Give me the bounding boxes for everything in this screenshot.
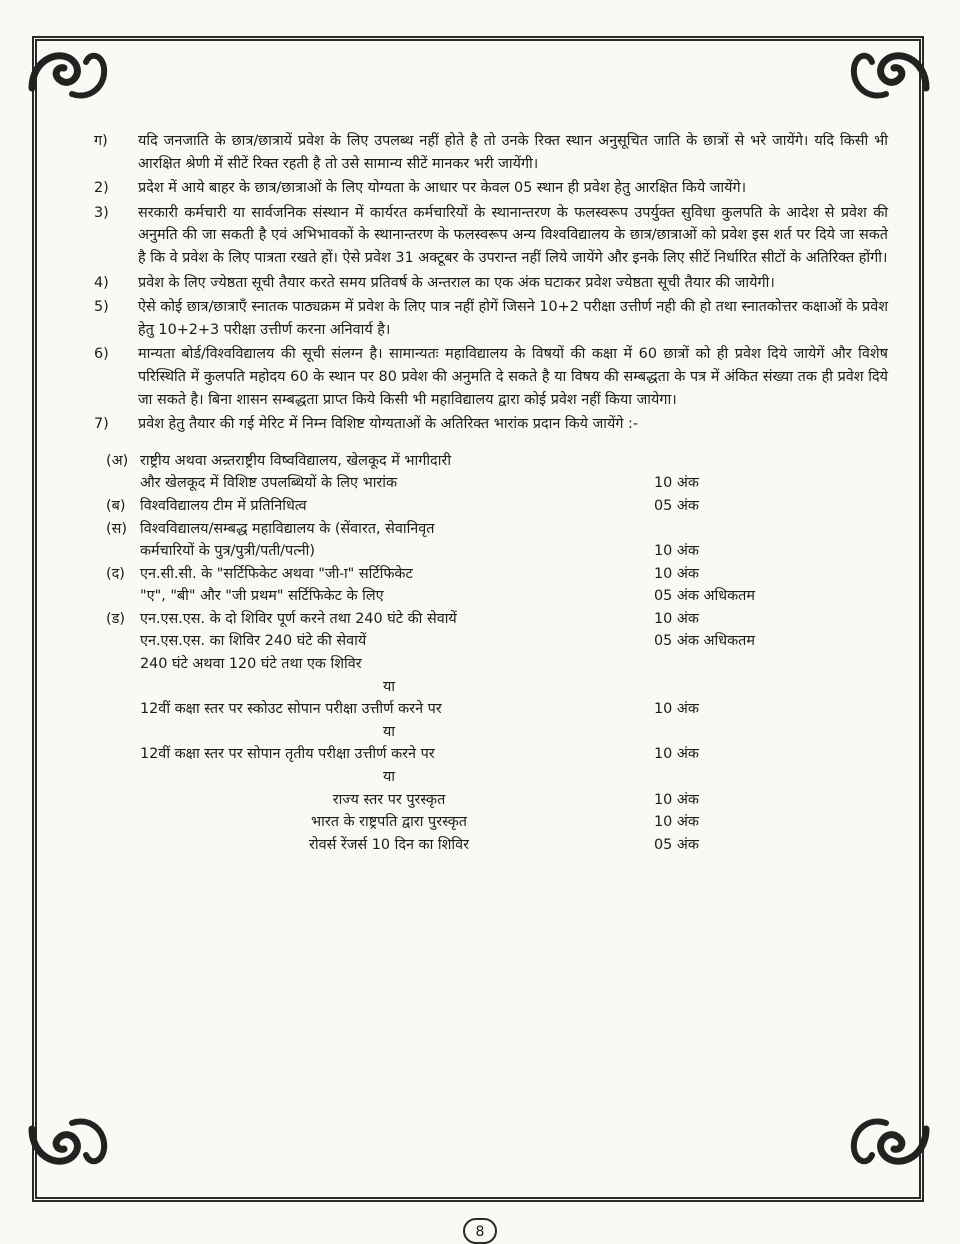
item-label	[84, 653, 140, 676]
item-text: 240 घंटे अथवा 120 घंटे तथा एक शिविर	[140, 656, 362, 673]
item-marks: 05 अंक अधिकतम	[654, 633, 755, 650]
paragraph-6	[84, 343, 888, 411]
item-label	[84, 540, 140, 563]
item-label	[84, 676, 140, 699]
item-text: कर्मचारियों के पुत्र/पुत्री/पती/पत्नी)	[140, 543, 315, 560]
item-marks	[638, 450, 888, 473]
item-text: विश्वविद्यालय/सम्बद्ध महाविद्यालय के (सेंवारत, सेवानिवृत	[140, 520, 435, 537]
item-label	[84, 698, 140, 721]
paragraph-4	[84, 272, 888, 295]
paragraph-7	[84, 413, 888, 436]
item-marks: 10 अंक	[654, 610, 699, 627]
list-item	[84, 811, 888, 834]
item-label: (स)	[106, 520, 127, 537]
item-marks	[638, 653, 888, 676]
item-marks: 10 अंक	[654, 746, 699, 763]
item-label	[84, 630, 140, 653]
paragraph-text: सरकारी कर्मचारी या सार्वजनिक संस्थान में कार्यरत कर्मचारियों के स्थानान्तरण के फलस्वरूप उपर्युक्त सुविधा कुलपति के आदेश से प्रवेश की अनुमति की जा सकती है एवं अभिभावकों के स्थानान्तरण के फलस्वरूप अन्य विश्वविद्यालय के छात्र/छात्राओं को प्रवेश इस शर्त पर दिये जा सकते है कि वे प्रवेश के लिए पात्रता रखते हों। ऐसे प्रवेश 31 अक्टूबर के उपरान्त नहीं लिये जायेंगे और इनके लिए सीटें निर्धारित सीटों के अतिरिक्त होंगी।	[138, 204, 888, 266]
item-marks	[638, 766, 888, 789]
paragraph-text: ऐसे कोई छात्र/छात्राएँ स्नातक पाठ्यक्रम में प्रवेश के लिए पात्र नहीं होगें जिसने 10+2 परीक्षा उत्तीर्ण नही की हो तथा स्नातकोत्तर कक्षाओं के प्रवेश हेतु 10+2+3 परीक्षा उत्तीर्ण करना अनिवार्य है।	[138, 299, 888, 338]
item-marks: 10 अंक	[654, 814, 699, 831]
list-item	[84, 472, 888, 495]
item-label: (ब)	[106, 497, 126, 514]
item-text: और खेलकूद में विशिष्ट उपलब्धियों के लिए भारांक	[140, 475, 398, 492]
item-text: विश्वविद्यालय टीम में प्रतिनिधित्व	[140, 497, 307, 514]
paragraph-text: प्रवेश हेतु तैयार की गई मेरिट में निम्न विशिष्ट योग्यताओं के अतिरिक्त भारांक प्रदान किये जायेंगे :-	[138, 416, 639, 433]
item-marks: 10 अंक	[654, 543, 699, 560]
item-marks: 05 अंक	[654, 836, 699, 853]
paragraph-g	[84, 130, 888, 175]
paragraph-5	[84, 296, 888, 341]
item-label	[84, 743, 140, 766]
item-text: 12वीं कक्षा स्तर पर स्कोउट सोपान परीक्षा उत्तीर्ण करने पर	[140, 701, 442, 718]
item-label	[84, 789, 140, 812]
paragraph-3	[84, 202, 888, 270]
item-marks: 10 अंक	[654, 701, 699, 718]
list-item	[84, 495, 888, 518]
item-marks: 05 अंक अधिकतम	[654, 588, 755, 605]
item-marks	[638, 676, 888, 699]
item-label	[84, 811, 140, 834]
paragraph-number: 7)	[94, 416, 109, 433]
ornament-bottom-right-icon	[840, 1093, 936, 1189]
item-text: 12वीं कक्षा स्तर पर सोपान तृतीय परीक्षा उत्तीर्ण करने पर	[140, 746, 435, 763]
document-body	[84, 130, 888, 856]
item-text: या	[382, 678, 396, 695]
item-text: एन.एस.एस. का शिविर 240 घंटे की सेवायें	[140, 633, 367, 650]
item-text: रोवर्स रेंजर्स 10 दिन का शिविर	[308, 836, 470, 853]
item-marks: 10 अंक	[654, 791, 699, 808]
paragraph-number: ग)	[94, 133, 108, 149]
item-label	[84, 766, 140, 789]
ornament-top-right-icon	[840, 28, 936, 124]
list-item	[84, 518, 888, 541]
item-marks	[638, 518, 888, 541]
list-item	[84, 676, 888, 699]
paragraph-number: 3)	[94, 204, 109, 221]
item-text: एन.एस.एस. के दो शिविर पूर्ण करने तथा 240 घंटे की सेवायें	[140, 610, 457, 627]
item-text: या	[382, 769, 396, 786]
item-text: भारत के राष्ट्रपति द्वारा पुरस्कृत	[311, 814, 467, 831]
ornament-top-left-icon	[22, 28, 118, 124]
list-item	[84, 540, 888, 563]
paragraph-text: प्रदेश में आये बाहर के छात्र/छात्राओं के लिए योग्यता के आधार पर केवल 05 स्थान ही प्रवेश हेतु आरक्षित किये जायेंगे।	[138, 180, 747, 197]
weightage-list	[84, 450, 888, 857]
list-item	[84, 653, 888, 676]
page-number: 8	[463, 1218, 497, 1244]
item-marks: 10 अंक	[654, 565, 699, 582]
item-label: (अ)	[106, 452, 129, 469]
list-item	[84, 563, 888, 586]
item-label	[84, 472, 140, 495]
list-item	[84, 698, 888, 721]
item-text: "ए", "बी" और "जी प्रथम" सर्टिफिकेट के लिए	[140, 588, 384, 605]
paragraph-number: 2)	[94, 180, 109, 197]
list-item	[84, 630, 888, 653]
ornament-bottom-left-icon	[22, 1093, 118, 1189]
item-label	[84, 721, 140, 744]
item-label: (ड)	[106, 610, 125, 627]
paragraph-2	[84, 177, 888, 200]
paragraph-number: 5)	[94, 299, 109, 316]
item-label: (द)	[106, 565, 125, 582]
paragraph-text: मान्यता बोर्ड/विश्वविद्यालय की सूची संलग्न है। सामान्यतः महाविद्यालय के विषयों की कक्षा में 60 छात्रों को ही प्रवेश दिये जायेगें और विशेष परिस्थिति में कुलपति महोदय 60 के स्थान पर 80 प्रवेश की अनुमति दे सकते है या विषय की सम्बद्धता के पत्र में अंकित संख्या तक ही प्रवेश दिये जा सकते है। बिना शासन सम्बद्धता प्राप्त किये किसी भी महाविद्यालय द्वारा कोई प्रवेश नहीं किया जायेगा।	[138, 346, 888, 408]
item-text: एन.सी.सी. के "सर्टिफिकेट अथवा "जी-ा" सर्टिफिकेट	[140, 565, 413, 582]
paragraph-text: यदि जनजाति के छात्र/छात्रायें प्रवेश के लिए उपलब्ध नहीं होते है तो उनके रिक्त स्थान अनुसूचित जाति के छात्रों से भरे जायेंगे। यदि किसी भी आरक्षित श्रेणी में सीटें रिक्त रहती है तो उसे सामान्य सीटें मानकर भरी जायेंगी।	[138, 133, 888, 172]
item-label	[84, 834, 140, 857]
list-item	[84, 608, 888, 631]
list-item	[84, 721, 888, 744]
item-marks	[638, 721, 888, 744]
item-marks: 05 अंक	[654, 497, 699, 514]
list-item	[84, 789, 888, 812]
paragraph-number: 4)	[94, 274, 109, 291]
list-item	[84, 766, 888, 789]
list-item	[84, 585, 888, 608]
paragraph-number: 6)	[94, 346, 109, 363]
list-item	[84, 450, 888, 473]
list-item	[84, 834, 888, 857]
item-label	[84, 585, 140, 608]
item-text: राज्य स्तर पर पुरस्कृत	[332, 791, 446, 808]
item-text: राष्ट्रीय अथवा अन्र्तराष्ट्रीय विष्वविद्यालय, खेलकूद में भागीदारी	[140, 452, 452, 469]
item-marks: 10 अंक	[654, 475, 699, 492]
paragraph-text: प्रवेश के लिए ज्येष्ठता सूची तैयार करते समय प्रतिवर्ष के अन्तराल का एक अंक घटाकर प्रवेश ज्येष्ठता सूची तैयार की जायेगी।	[138, 274, 775, 291]
list-item	[84, 743, 888, 766]
item-text: या	[382, 723, 396, 740]
